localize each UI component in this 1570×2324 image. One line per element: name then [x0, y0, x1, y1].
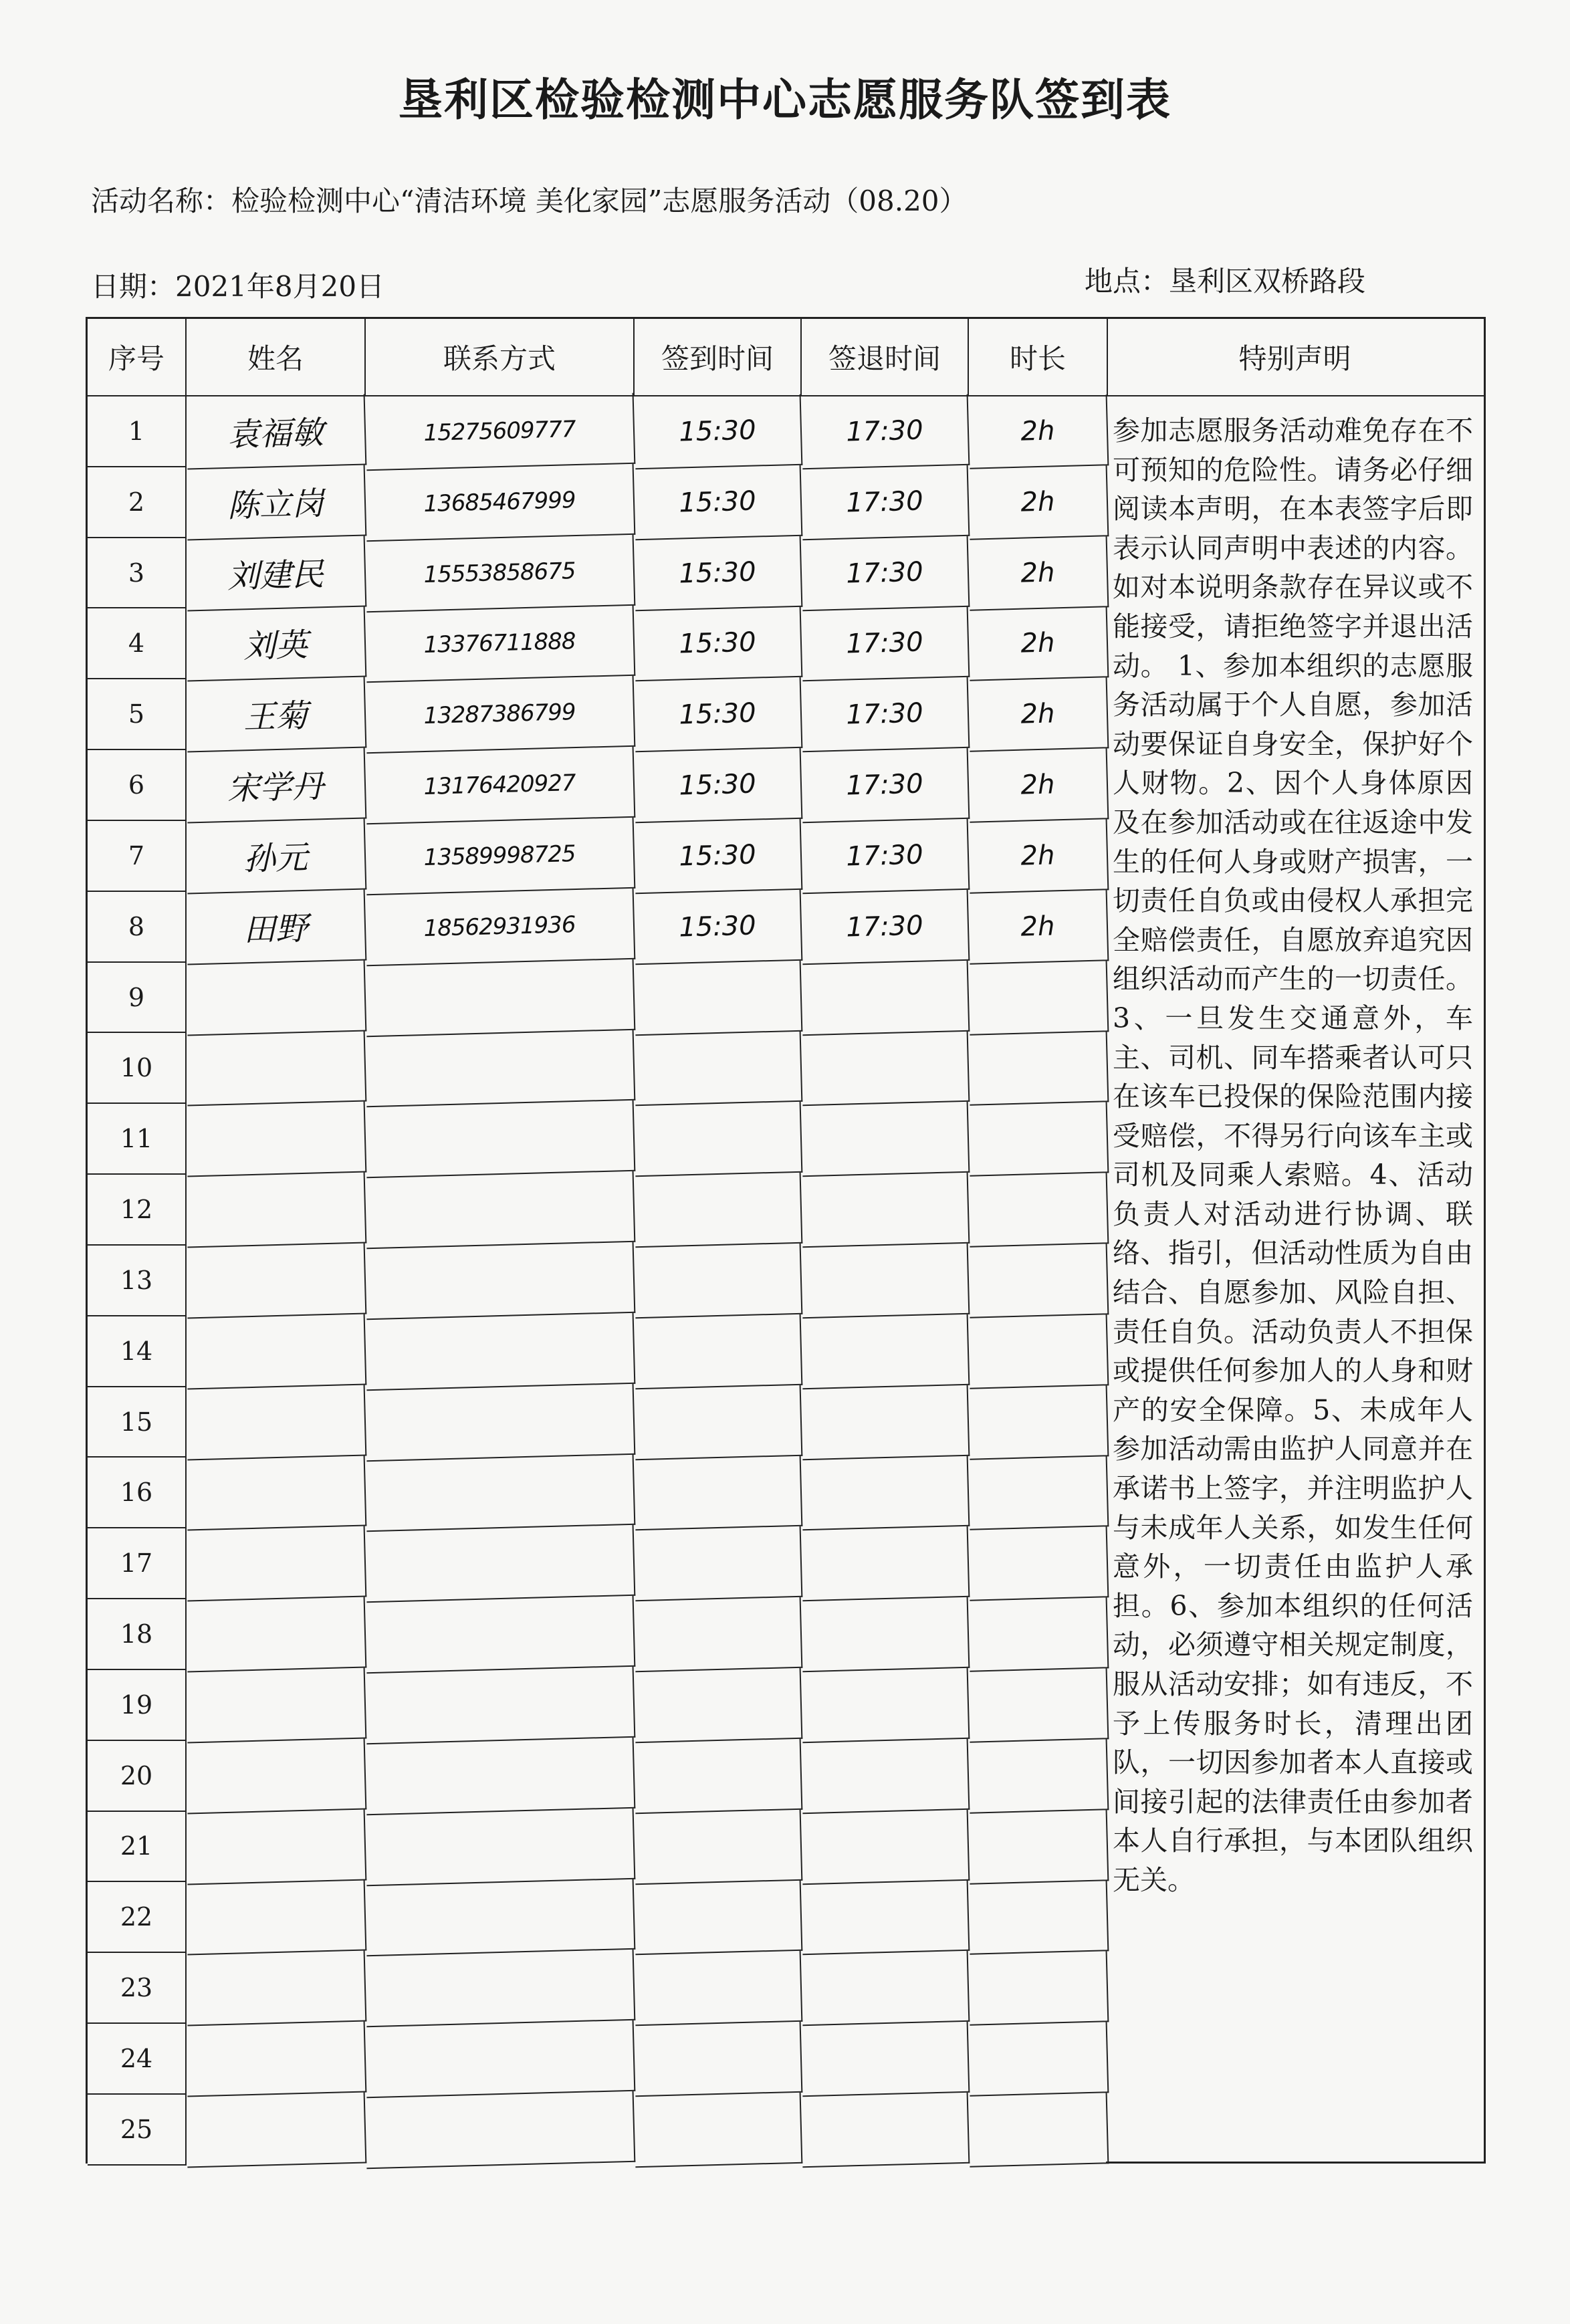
phone-number: [365, 1242, 636, 1320]
activity-place: 地点：垦利区双桥路段: [1085, 265, 1366, 298]
phone-number: [365, 1383, 636, 1461]
activity-date: 日期：2021年8月20日: [91, 270, 385, 303]
duration: [968, 1810, 1109, 1884]
sign-out-time: [801, 1809, 970, 1884]
row-number: 9: [88, 963, 187, 1034]
sign-out-time: 17:30: [801, 394, 970, 469]
row-number: 10: [88, 1033, 187, 1104]
row-number: 11: [88, 1104, 187, 1175]
sign-in-time: [634, 960, 803, 1035]
row-number: 21: [88, 1812, 187, 1883]
phone-number: 13287386799: [365, 676, 636, 753]
sign-out-time: [801, 1456, 970, 1530]
sign-in-time: [634, 1880, 803, 1955]
duration: 2h: [968, 890, 1109, 964]
duration: [968, 1032, 1109, 1106]
phone-number: 15553858675: [365, 534, 636, 612]
sign-in-time: 15:30: [634, 536, 803, 610]
sign-in-time: [634, 1951, 803, 2026]
duration: [968, 2022, 1109, 2096]
duration: 2h: [968, 819, 1109, 893]
phone-number: [365, 1313, 636, 1391]
signature-name: [186, 2092, 367, 2168]
header-phone: 联系方式: [366, 319, 635, 396]
phone-number: [365, 2020, 636, 2098]
sign-in-table: [86, 317, 1106, 2164]
duration: 2h: [968, 394, 1109, 469]
phone-number: [365, 1525, 636, 1603]
sign-in-time: 15:30: [634, 606, 803, 681]
duration: [968, 961, 1109, 1035]
header-sign-in-time: 签到时间: [635, 319, 802, 396]
sign-out-time: [801, 1880, 970, 1955]
sign-out-time: [801, 2022, 970, 2097]
row-number: 15: [88, 1387, 187, 1458]
row-number: 19: [88, 1670, 187, 1741]
row-number: 17: [88, 1528, 187, 1599]
sign-out-time: [801, 1031, 970, 1106]
row-number: 13: [88, 1246, 187, 1316]
sign-in-time: [634, 1809, 803, 1884]
duration: [968, 2093, 1109, 2167]
signature-name: [186, 1173, 367, 1248]
phone-number: [365, 2091, 636, 2169]
sign-in-time: [634, 1738, 803, 1813]
phone-number: 13376711888: [365, 605, 636, 683]
sign-out-time: [801, 1668, 970, 1743]
special-statement: [1106, 317, 1486, 2164]
signature-name: [186, 2022, 367, 2097]
signature-name: [186, 1597, 367, 1673]
sign-in-time: [634, 1456, 803, 1530]
sign-in-time: 15:30: [634, 748, 803, 823]
signature-name: 刘建民: [186, 536, 367, 611]
sign-out-time: 17:30: [801, 748, 970, 823]
signature-name: [186, 1456, 367, 1531]
signature-name: [186, 1951, 367, 2026]
phone-number: [365, 1171, 636, 1249]
sign-in-time: 15:30: [634, 677, 803, 752]
duration: [968, 1244, 1109, 1318]
header-no: 序号: [88, 319, 187, 396]
duration: 2h: [968, 678, 1109, 752]
header-name: 姓名: [187, 319, 366, 396]
sign-out-time: [801, 1597, 970, 1672]
sign-out-time: [801, 1385, 970, 1460]
row-number: 7: [88, 821, 187, 892]
phone-number: [365, 1454, 636, 1532]
signature-name: [186, 1526, 367, 1602]
phone-number: [365, 1596, 636, 1673]
row-number: 6: [88, 750, 187, 821]
signature-name: 宋学丹: [186, 748, 367, 824]
duration: [968, 1456, 1109, 1530]
sign-out-time: 17:30: [801, 890, 970, 965]
signature-name: [186, 1243, 367, 1318]
duration: [968, 1597, 1109, 1671]
phone-number: 15275609777: [365, 393, 636, 471]
row-number: 20: [88, 1741, 187, 1812]
row-number: 8: [88, 892, 187, 963]
signature-name: [186, 1031, 367, 1107]
duration: [968, 1739, 1109, 1813]
header-duration: 时长: [969, 319, 1108, 396]
signature-name: [186, 960, 367, 1036]
signature-name: [186, 1667, 367, 1743]
row-number: 22: [88, 1882, 187, 1953]
duration: [968, 1102, 1109, 1177]
sign-out-time: [801, 1526, 970, 1601]
duration: [968, 1173, 1109, 1247]
row-number: 18: [88, 1599, 187, 1670]
sign-in-time: 15:30: [634, 394, 803, 469]
duration: [968, 1385, 1109, 1460]
sign-in-time: [634, 1385, 803, 1460]
sign-in-time: [634, 1597, 803, 1672]
sign-in-time: [634, 1526, 803, 1601]
signature-name: 袁福敏: [186, 394, 367, 470]
signature-name: [186, 1385, 367, 1460]
signature-name: 田野: [186, 889, 367, 965]
phone-number: [365, 1667, 636, 1744]
duration: 2h: [968, 607, 1109, 681]
row-number: 23: [88, 1953, 187, 2024]
sign-out-time: [801, 1173, 970, 1248]
sign-in-time: [634, 1031, 803, 1106]
sign-out-time: 17:30: [801, 606, 970, 681]
sign-out-time: 17:30: [801, 465, 970, 540]
row-number: 25: [88, 2095, 187, 2166]
duration: 2h: [968, 536, 1109, 610]
sign-in-time: [634, 1102, 803, 1177]
row-number: 14: [88, 1316, 187, 1387]
row-number: 5: [88, 679, 187, 750]
sign-in-time: [634, 1668, 803, 1743]
signature-name: 孙元: [186, 818, 367, 894]
activity-name: 活动名称：检验检测中心“清洁环境 美化家园”志愿服务活动（08.20）: [91, 185, 968, 217]
signature-name: 陈立岗: [186, 465, 367, 540]
sign-in-time: [634, 2022, 803, 2097]
phone-number: [365, 1100, 636, 1178]
phone-number: 13685467999: [365, 464, 636, 542]
phone-number: [365, 1737, 636, 1815]
phone-number: [365, 1879, 636, 1956]
row-number: 16: [88, 1458, 187, 1528]
duration: [968, 1527, 1109, 1601]
sign-in-time: 15:30: [634, 890, 803, 965]
row-number: 2: [88, 467, 187, 538]
phone-number: [365, 1030, 636, 1107]
sign-in-time: 15:30: [634, 465, 803, 540]
sign-out-time: [801, 960, 970, 1035]
header-sign-out-time: 签退时间: [802, 319, 969, 396]
sign-in-time: [634, 2093, 803, 2168]
signature-name: [186, 1102, 367, 1177]
duration: 2h: [968, 748, 1109, 822]
duration: 2h: [968, 465, 1109, 540]
phone-number: [365, 1808, 636, 1885]
sign-in-time: [634, 1244, 803, 1318]
duration: [968, 1668, 1109, 1742]
duration: [968, 1314, 1109, 1389]
sign-out-time: 17:30: [801, 536, 970, 610]
signature-name: [186, 1809, 367, 1885]
sign-out-time: [801, 1102, 970, 1177]
duration: [968, 1881, 1109, 1955]
sign-in-time: [634, 1173, 803, 1248]
row-number: 24: [88, 2024, 187, 2095]
signature-name: [186, 1314, 367, 1389]
sign-in-time: 15:30: [634, 819, 803, 894]
phone-number: 18562931936: [365, 889, 636, 966]
signature-name: [186, 1738, 367, 1814]
page-title: 垦利区检验检测中心志愿服务队签到表: [399, 74, 1171, 126]
phone-number: 13589998725: [365, 818, 636, 895]
sign-in-sheet: [86, 317, 1486, 2164]
sign-out-time: [801, 1951, 970, 2026]
sign-out-time: [801, 1314, 970, 1389]
phone-number: [365, 1950, 636, 2027]
signature-name: 刘英: [186, 606, 367, 682]
signature-name: 王菊: [186, 677, 367, 753]
phone-number: 13176420927: [365, 747, 636, 824]
row-number: 4: [88, 608, 187, 679]
row-number: 1: [88, 396, 187, 467]
sign-out-time: [801, 1738, 970, 1813]
sign-out-time: 17:30: [801, 819, 970, 894]
phone-number: [365, 959, 636, 1036]
sign-in-time: [634, 1314, 803, 1389]
row-number: 3: [88, 538, 187, 609]
sign-out-time: [801, 1244, 970, 1318]
signature-name: [186, 1880, 367, 1956]
duration: [968, 1952, 1109, 2026]
special-statement-text: 参加志愿服务活动难免存在不可预知的危险性。请务必仔细阅读本声明，在本表签字后即表示认同声明中表述的内容。如对本说明条款存在异议或不能接受，请拒绝签字并退出活动。 1、参加本组织的志愿服务活动属于个人自愿，参加活动要保证自身安全，保护好个人财物。2、因个人身体原因及在参加活动或在往返途中发生的任何人身或财产损害，一切责任自负或由侵权人承担完全赔偿责任，自愿放弃追究因组织活动而产生的一切责任。3、一旦发生交通意外，车主、司机、同车搭乘者认可只在该车已投保的保险范围内接受赔偿，不得另行向该车主或司机及同乘人索赔。4、活动负责人对活动进行协调、联络、指引，但活动性质为自由结合、自愿参加、风险自担、责任自负。活动负责人不担保或提供任何参加人的人身和财产的安全保障。5、未成年人参加活动需由监护人同意并在承诺书上签字，并注明监护人与未成年人关系，如发生任何意外，一切责任由监护人承担。6、参加本组织的任何活动，必须遵守相关规定制度，服从活动安排；如有违反，不予上传服务时长，清理出团队，一切因参加者本人直接或间接引起的法律责任由参加者本人自行承担，与本团队组织无关。: [1113, 415, 1473, 1896]
sign-out-time: [801, 2093, 970, 2168]
header-special-statement: 特别声明: [1106, 319, 1484, 396]
sign-out-time: 17:30: [801, 677, 970, 752]
row-number: 12: [88, 1175, 187, 1246]
